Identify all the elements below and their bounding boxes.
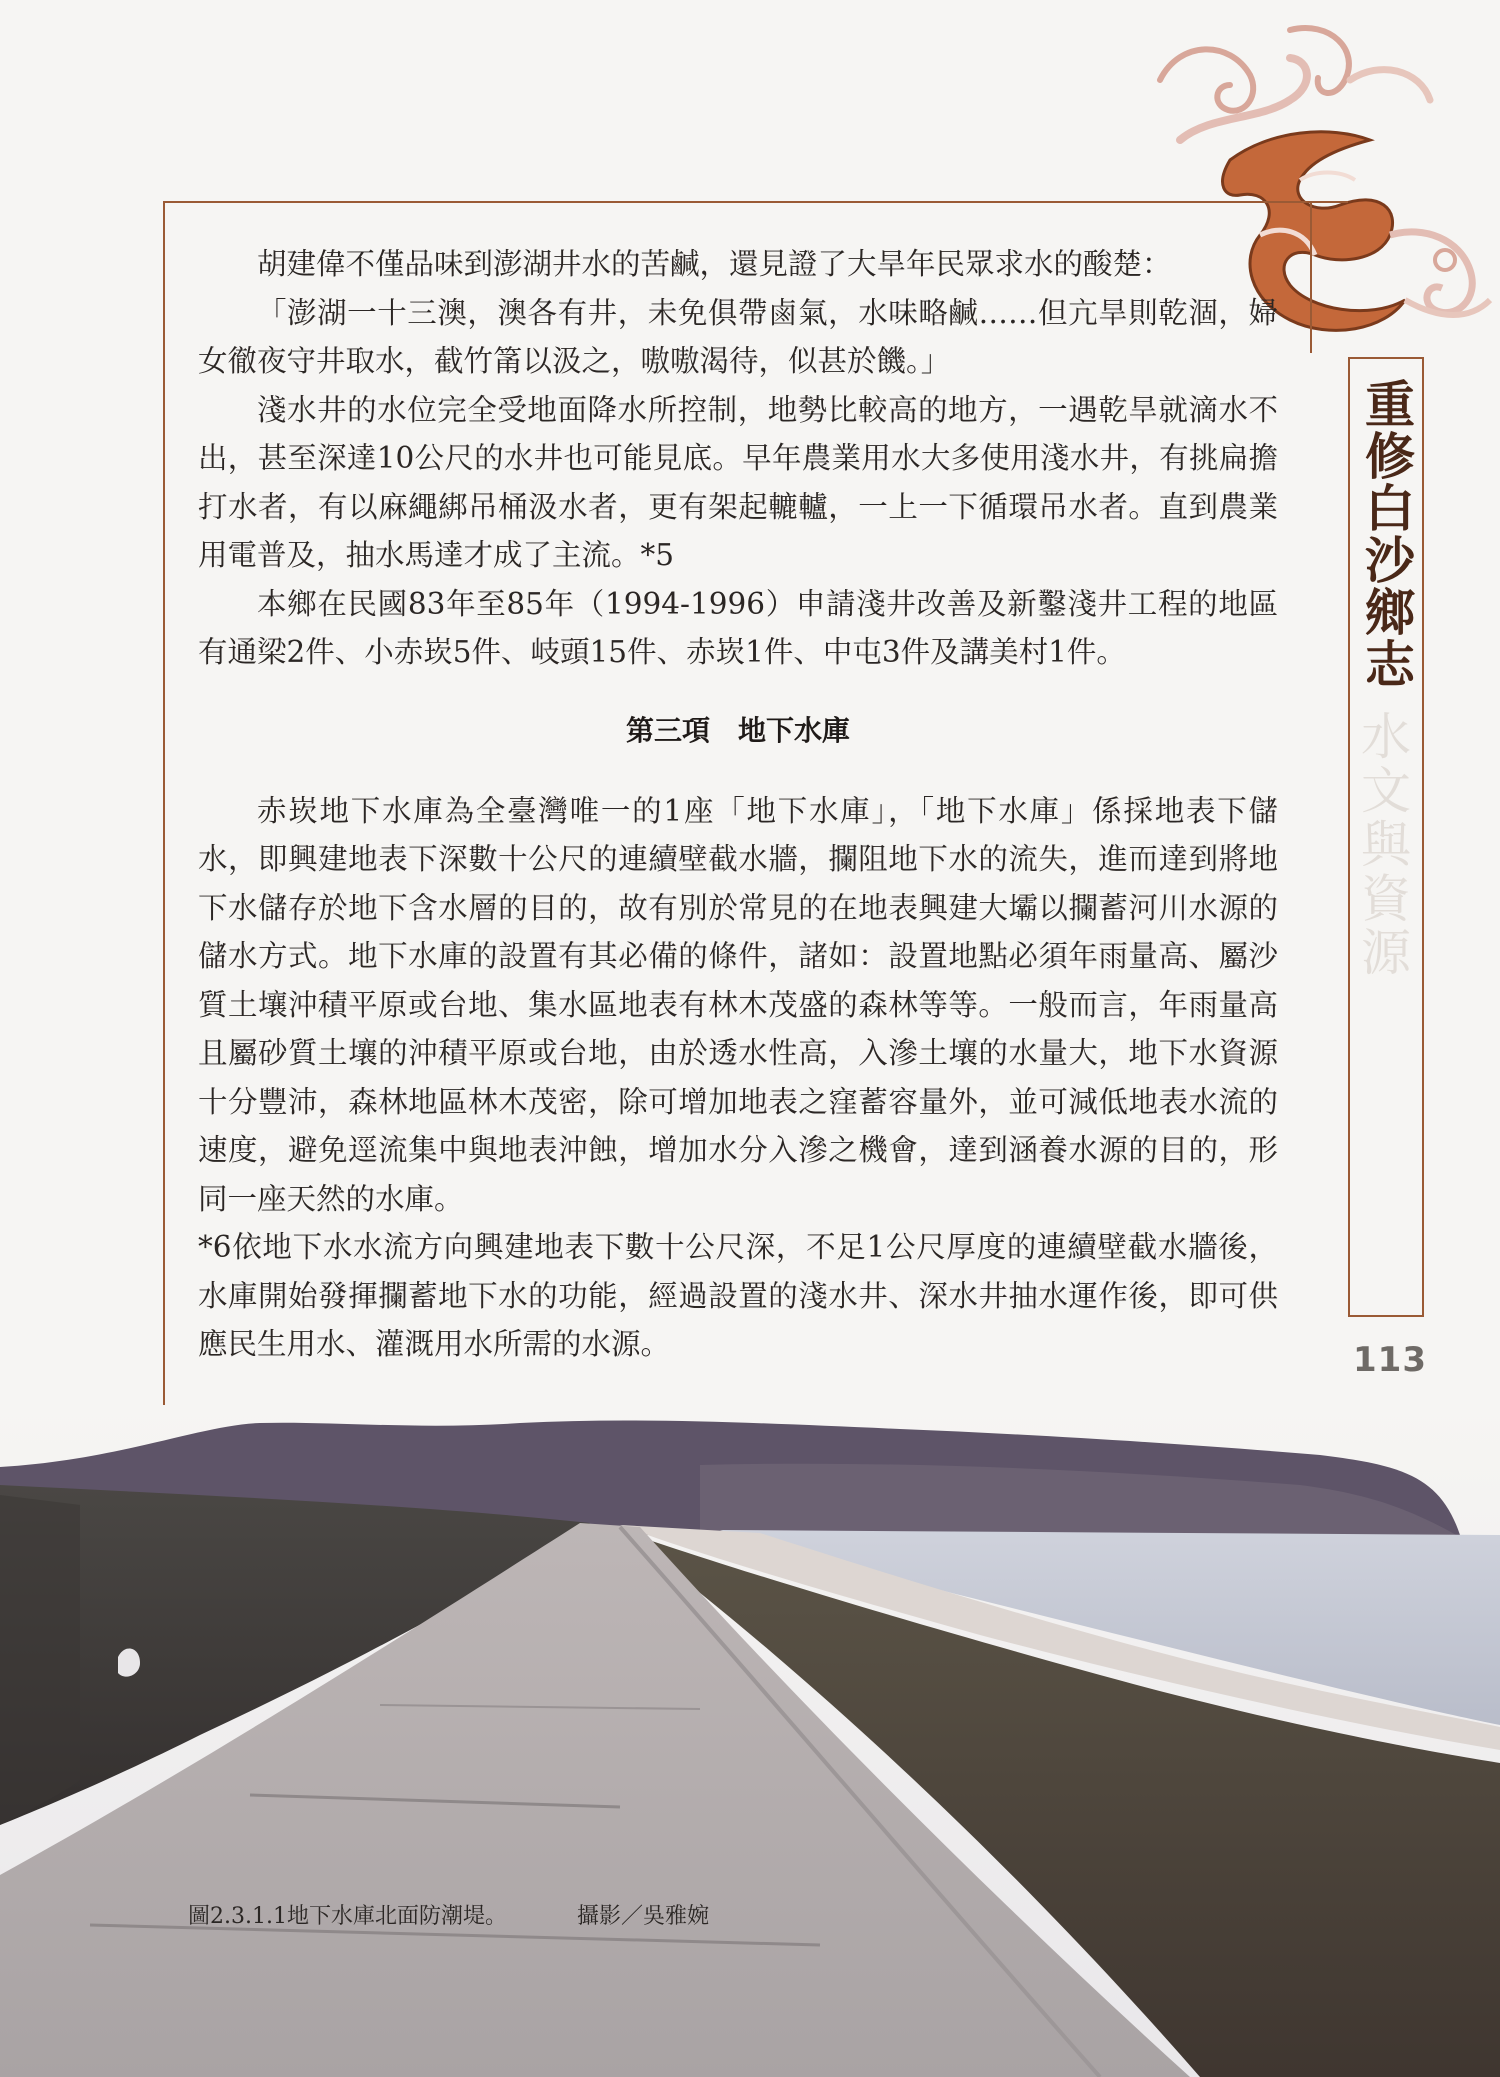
- seawall-photo: [0, 1405, 1500, 2077]
- paragraph: 赤崁地下水庫為全臺灣唯一的1座「地下水庫」，「地下水庫」係採地表下儲水，即興建地表下深數十公尺的連續壁截水牆，攔阻地下水的流失，進而達到將地下水儲存於地下含水層的目的，故有別於常見的在地表興建大壩以攔蓄河川水源的儲水方式。地下水庫的設置有其必備的條件，諸如：設置地點必須年雨量高、屬沙質土壤沖積平原或台地、集水區地表有林木茂盛的森林等等。一般而言，年雨量高且屬砂質土壤的沖積平原或台地，由於透水性高，入滲土壤的水量大，地下水資源十分豐沛，森林地區林木茂密，除可增加地表之窪蓄容量外，並可減低地表水流的速度，避免逕流集中與地表沖蝕，增加水分入滲之機會，達到涵養水源的目的，形同一座天然的水庫。: [198, 793, 1278, 1216]
- chapter-faint-text: 水文與資源: [1353, 710, 1411, 980]
- paragraph: *6依地下水水流方向興建地表下數十公尺深，不足1公尺厚度的連續壁截水牆後，水庫開始發揮攔蓄地下水的功能，經過設置的淺水井、深水井抽水運作後，即可供應民生用水、灌溉用水所需的水源。: [198, 1230, 1278, 1361]
- quote-paragraph: 「澎湖一十三澳，澳各有井，未免俱帶鹵氣，水味略鹹……但亢旱則乾涸，婦女徹夜守井取水，截竹筩以汲之，嗷嗷渴待，似甚於饑。」: [198, 295, 1278, 378]
- paragraph: 胡建偉不僅品味到澎湖井水的苦鹹，還見證了大旱年民眾求水的酸楚：: [257, 247, 1172, 281]
- book-title: 重修白沙鄉志: [1357, 378, 1416, 690]
- page-number: 113: [1353, 1340, 1427, 1380]
- paragraph: 淺水井的水位完全受地面降水所控制，地勢比較高的地方，一遇乾旱就滴水不出，甚至深達10公尺的水井也可能見底。早年農業用水大多使用淺水井，有挑扁擔打水者，有以麻繩綁吊桶汲水者，更有架起轆轤，一上一下循環吊水者。直到農業用電普及，抽水馬達才成了主流。*5: [198, 392, 1278, 572]
- body-text: [198, 240, 1278, 1369]
- paragraph: 本鄉在民國83年至85年（1994-1996）申請淺井改善及新鑿淺井工程的地區有通梁2件、小赤崁5件、岐頭15件、赤崁1件、中屯3件及講美村1件。: [198, 586, 1278, 669]
- frame-right-line: [1310, 201, 1312, 353]
- caption-credit: 攝影／吳雅婉: [576, 1904, 709, 1929]
- section-heading: 第三項 地下水庫: [625, 713, 850, 747]
- caption-label: 圖2.3.1.1地下水庫北面防潮堤。: [188, 1904, 507, 1929]
- photo-caption: [188, 1899, 709, 1930]
- frame-top-line: [163, 201, 1348, 203]
- frame-left-line: [163, 201, 165, 1426]
